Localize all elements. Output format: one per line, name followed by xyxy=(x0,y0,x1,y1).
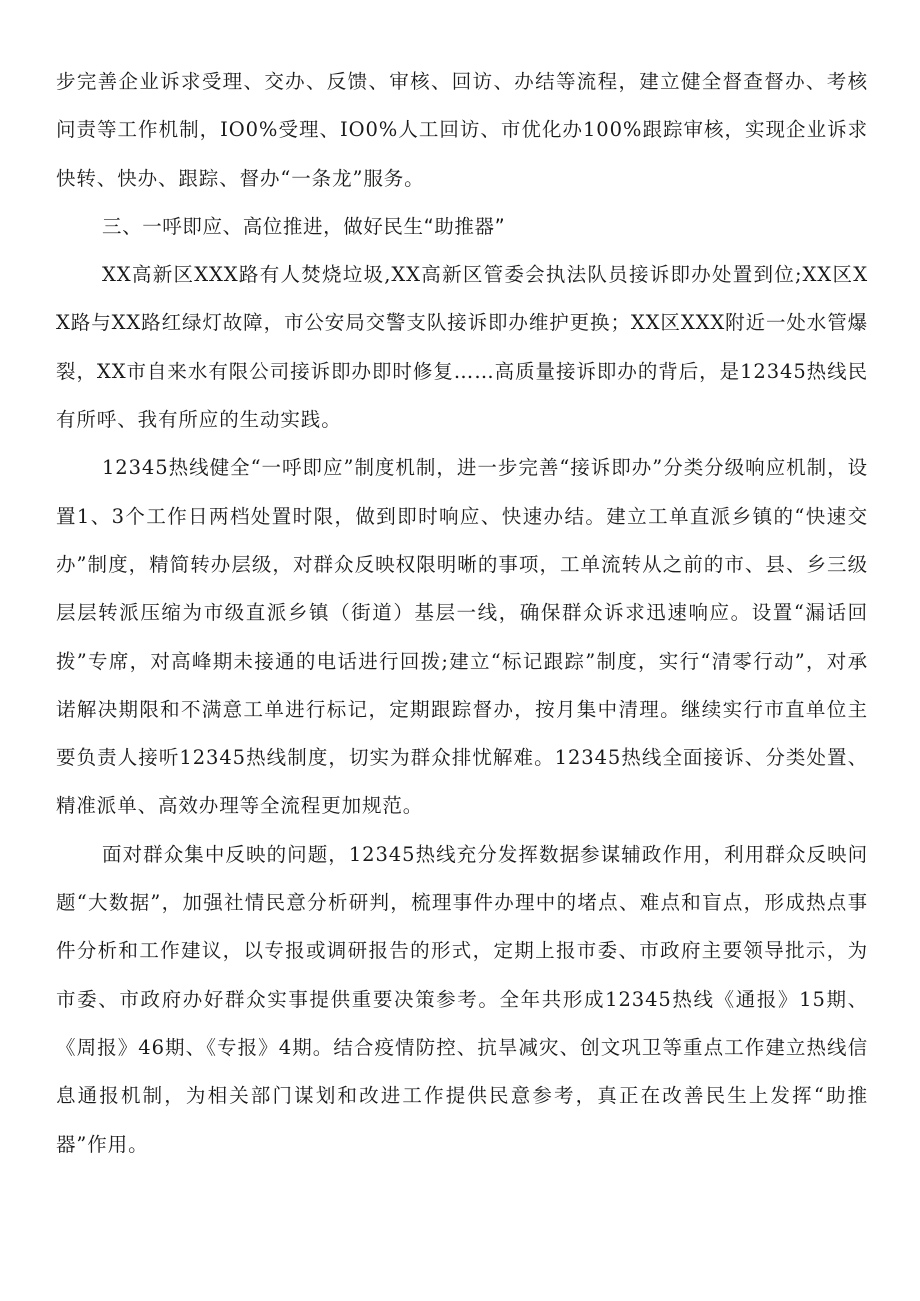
paragraph-data-analysis: 面对群众集中反映的问题，12345热线充分发挥数据参谋辅政作用，利用群众反映问题“大数据”，加强社情民意分析研判，梳理事件办理中的堵点、难点和盲点，形成热点事件分析和工作建议，以专报或调研报告的形式，定期上报市委、市政府主要领导批示，为市委、市政府办好群众实事提供重要决策参考。全年共形成12345热线《通报》15期、《周报》46期、《专报》4期。结合疫情防控、抗旱减灾、创文巩卫等重点工作建立热线信息通报机制，为相关部门谋划和改进工作提供民意参考，真正在改善民生上发挥“助推器”作用。 xyxy=(56,842,868,1156)
document-body xyxy=(56,58,868,1169)
paragraph-continuation: 步完善企业诉求受理、交办、反馈、审核、回访、办结等流程，建立健全督查督办、考核问责等工作机制，IO0%受理、IO0%人工回访、市优化办100%跟踪审核，实现企业诉求快转、快办、跟踪、督办“一条龙”服务。 xyxy=(56,70,868,190)
paragraph-mechanism: 12345热线健全“一呼即应”制度机制，进一步完善“接诉即办”分类分级响应机制，设置1、3个工作日两档处置时限，做到即时响应、快速办结。建立工单直派乡镇的“快速交办”制度，精简转办层级，对群众反映权限明晰的事项，工单流转从之前的市、县、乡三级层层转派压缩为市级直派乡镇（街道）基层一线，确保群众诉求迅速响应。设置“漏话回拨”专席，对高峰期未接通的电话进行回拨;建立“标记跟踪”制度，实行“清零行动”，对承诺解决期限和不满意工单进行标记，定期跟踪督办，按月集中清理。继续实行市直单位主要负责人接听12345热线制度，切实为群众排忧解难。12345热线全面接诉、分类处置、精准派单、高效办理等全流程更加规范。 xyxy=(56,456,868,818)
section-heading-3: 三、一呼即应、高位推进，做好民生“助推器” xyxy=(102,214,506,238)
paragraph-examples: XX高新区XXX路有人焚烧垃圾,XX高新区管委会执法队员接诉即办处置到位;XX区XX路与XX路红绿灯故障，市公安局交警支队接诉即办维护更换；XX区XXX附近一处水管爆裂，XX市自来水有限公司接诉即办即时修复……高质量接诉即办的背后，是12345热线民有所呼、我有所应的生动实践。 xyxy=(56,263,868,432)
